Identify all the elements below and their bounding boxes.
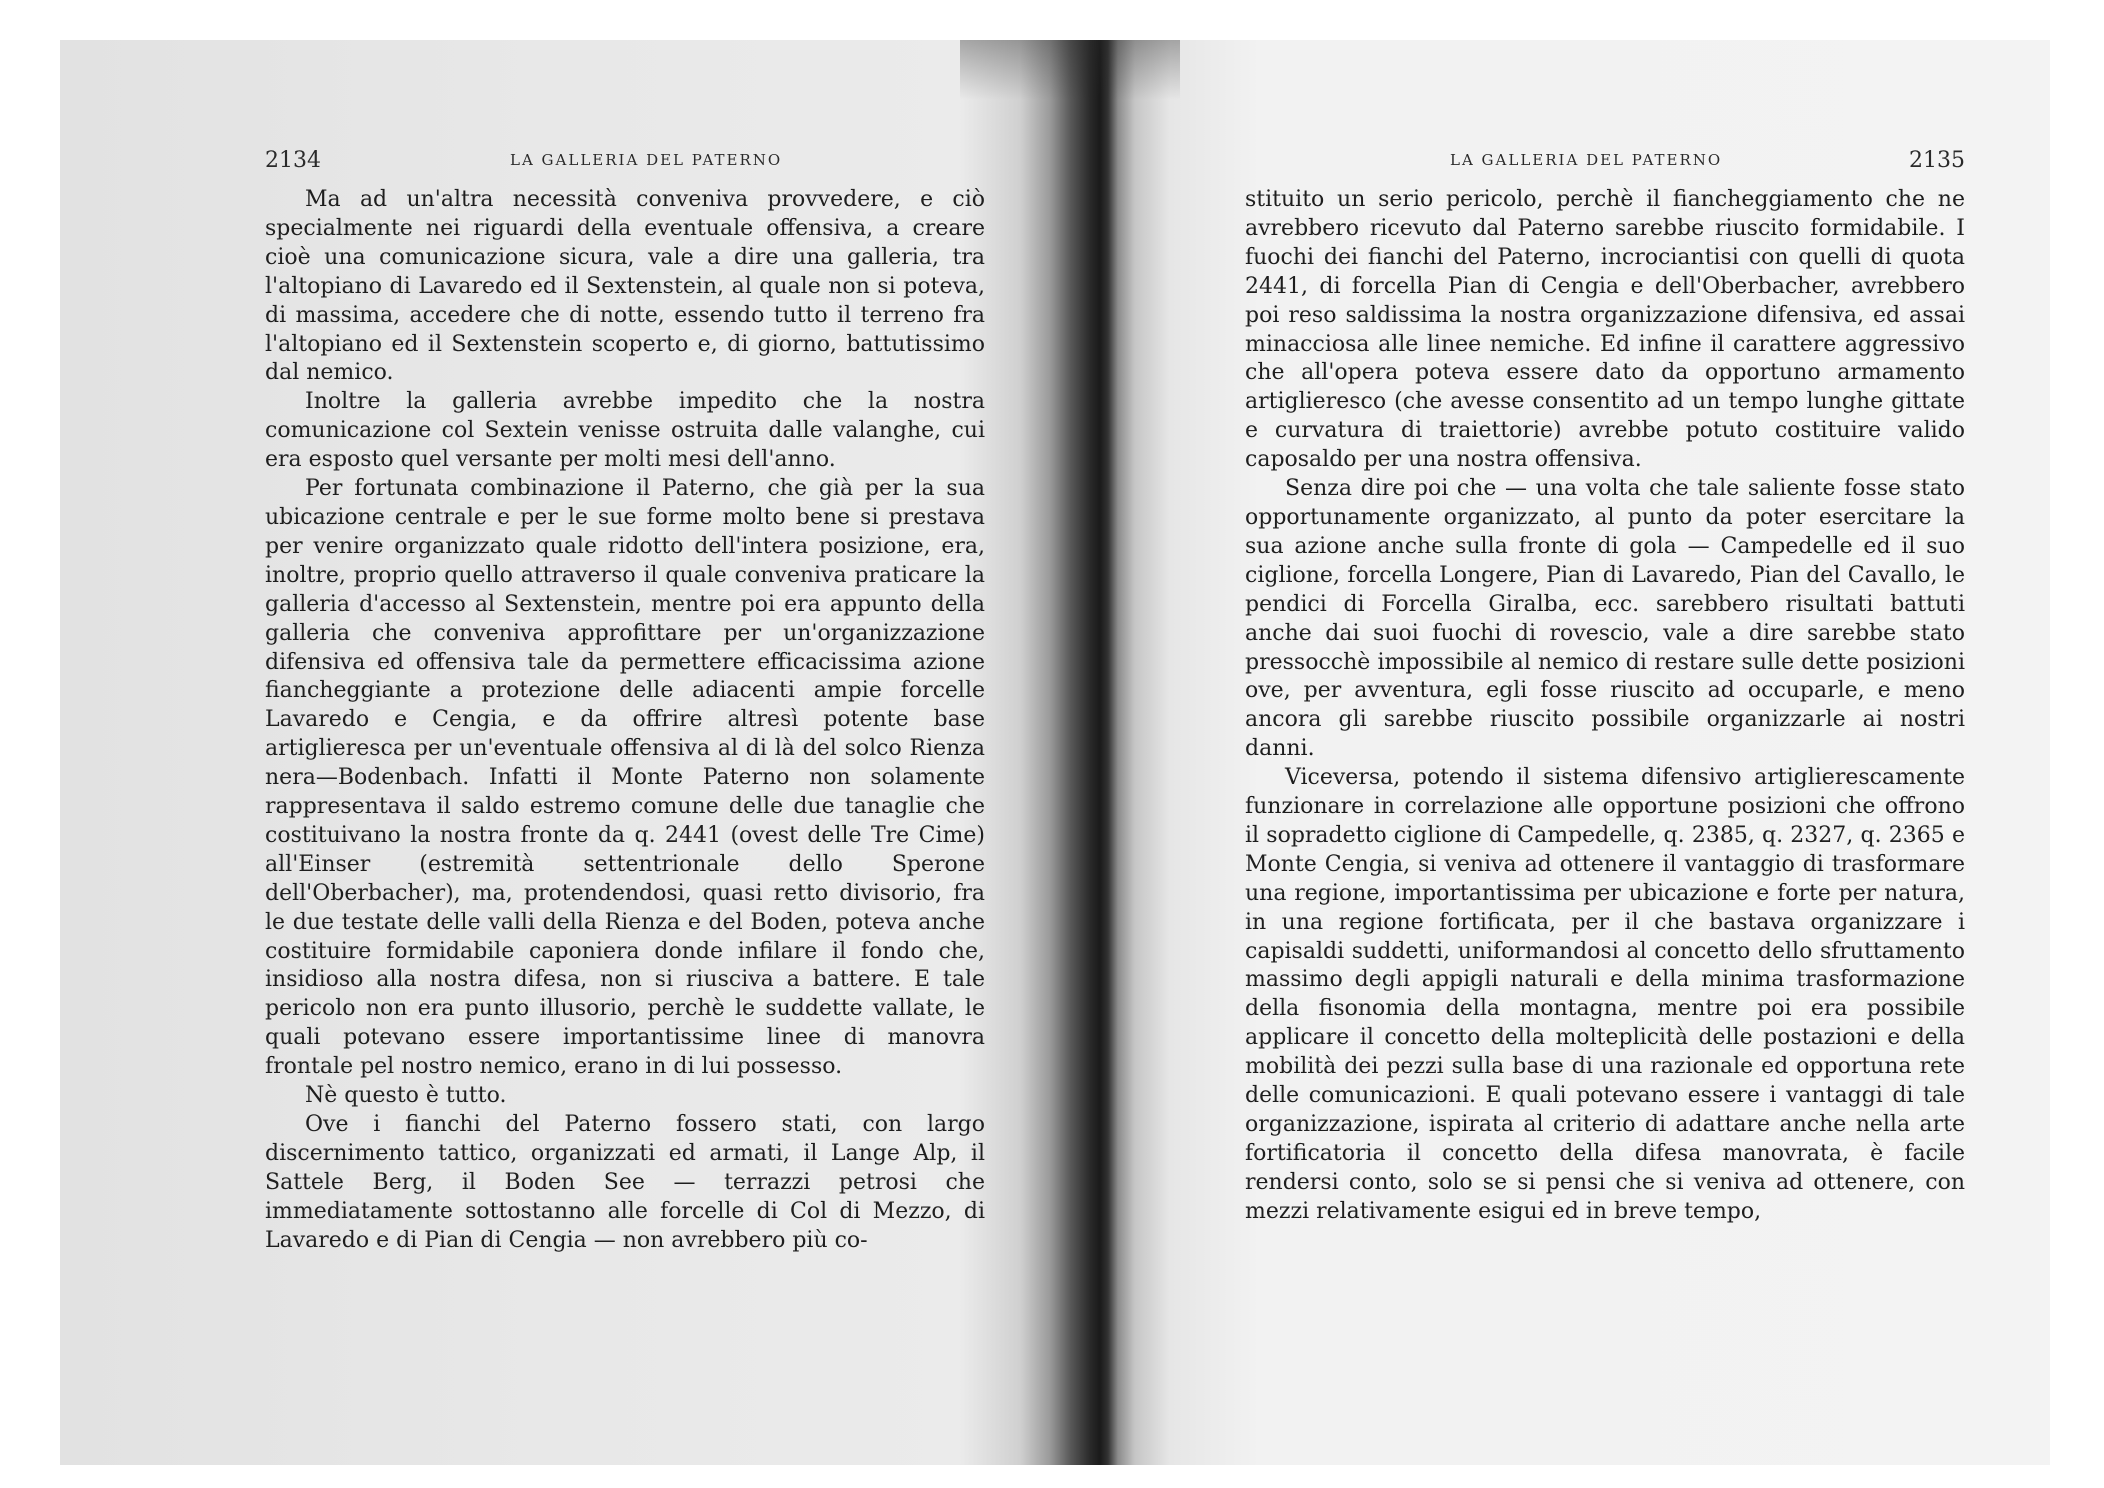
paragraph: Per fortunata combinazione il Paterno, che già per la sua ubicazione centrale e per le sue forme molto bene si prestava per venire organizzato quale ridotto dell'intera posizione, era, inoltre, proprio quello attraverso il quale conveniva praticare la galleria d'accesso al Sextenstein, mentre poi era appunto della galleria che conveniva approfittare per un'organizzazione difensiva ed offensiva tale da permettere efficacissima azione fiancheggiante a protezione delle adiacenti ampie forcelle Lavaredo e Cengia, e da offrire altresì potente base artiglieresca per un'eventuale offensiva al di là del solco Rienza nera—Bodenbach. Infatti il Monte Paterno non solamente rappresentava il saldo estremo comune delle due tanaglie che costituivano la nostra fronte da q. 2441 (ovest delle Tre Cime) all'Einser (estremità settentrionale dello Sperone dell'Oberbacher), ma, protendendosi, quasi retto divisorio, fra le due testate delle valli della Rienza e del Boden, poteva anche costituire formidabile caponiera donde infilare il fondo che, insidioso alla nostra difesa, non si riusciva a battere. E tale pericolo non era punto illusorio, perchè le suddette vallate, le quali potevano essere importantissime linee di manovra frontale pel nostro nemico, erano in di lui possesso. [265,476,985,1080]
paragraph: Inoltre la galleria avrebbe impedito che la nostra comunicazione col Sextein venisse ostruita dalle valanghe, cui era esposto quel versante per molti mesi dell'anno. [265,389,985,473]
paragraph: Viceversa, potendo il sistema difensivo artiglierescamente funzionare in correlazione alle opportune posizioni che offrono il sopradetto ciglione di Campedelle, q. 2385, q. 2327, q. 2365 e Monte Cengia, si veniva ad ottenere il vantaggio di trasformare una regione, importantissima per ubicazione e forte per natura, in una regione fortificata, per il che bastava organizzare i capisaldi suddetti, uniformandosi al concetto dello sfruttamento massimo degli appigli naturali e della minima trasformazione della fisonomia della montagna, mentre poi era possibile applicare il concetto della molteplicità delle postazioni e della mobilità dei pezzi sulla base di una razionale ed opportuna rete delle comunicazioni. E quali potevano essere i vantaggi di tale organizzazione, ispirata al criterio di adattare anche nella arte fortificatoria il concetto della difesa manovrata, è facile rendersi conto, solo se si pensi che si veniva ad ottenere, con mezzi relativamente esigui ed in breve tempo, [1245,765,1965,1224]
left-page-header [265,148,985,178]
left-running-title: LA GALLERIA DEL PATERNO [510,151,783,169]
paragraph: Ma ad un'altra necessità conveniva provvedere, e ciò specialmente nei riguardi della eventuale offensiva, a creare cioè una comunicazione sicura, vale a dire una galleria, tra l'altopiano di Lavaredo ed il Sextenstein, al quale non si poteva, di massima, accedere che di notte, essendo tutto il terreno fra l'altopiano ed il Sextenstein scoperto e, di giorno, battutissimo dal nemico. [265,187,985,386]
right-page-number: 2135 [1909,148,1965,173]
left-page-body [265,186,985,1256]
right-page [1120,40,2050,1465]
book-scan [60,40,2050,1465]
paragraph: Ove i fianchi del Paterno fossero stati, con largo discernimento tattico, organizzati ed armati, il Lange Alp, il Sattele Berg, il Boden See — terrazzi petrosi che immediatamente sottostanno alle forcelle di Col di Mezzo, di Lavaredo e di Pian di Cengia — non avrebbero più co- [265,1112,985,1253]
right-page-header [1250,148,1965,178]
left-page [60,40,1090,1465]
paragraph: stituito un serio pericolo, perchè il fiancheggiamento che ne avrebbero ricevuto dal Paterno sarebbe riuscito formidabile. I fuochi dei fianchi del Paterno, incrociantisi con quelli di quota 2441, di forcella Pian di Cengia e dell'Oberbacher, avrebbero poi reso saldissima la nostra organizzazione difensiva, ed assai minacciosa alle linee nemiche. Ed infine il carattere aggressivo che all'opera poteva essere dato da opportuno armamento artiglieresco (che avesse consentito ad un tempo lunghe gittate e curvatura di traiettorie) avrebbe potuto costituire valido caposaldo per una nostra offensiva. [1245,187,1965,473]
paragraph: Senza dire poi che — una volta che tale saliente fosse stato opportunamente organizzato, al punto da poter esercitare la sua azione anche sulla fronte di gola — Campedelle ed il suo ciglione, forcella Longere, Pian di Lavaredo, Pian del Cavallo, le pendici di Forcella Giralba, ecc. sarebbero risultati battuti anche dai suoi fuochi di rovescio, vale a dire sarebbe stato pressocchè impossibile al nemico di restare sulle dette posizioni ove, per avventura, egli fosse riuscito ad occuparle, e meno ancora gli sarebbe riuscito possibile organizzarle ai nostri danni. [1245,476,1965,762]
right-page-body [1245,186,1965,1227]
right-running-title: LA GALLERIA DEL PATERNO [1450,151,1723,169]
paragraph: Nè questo è tutto. [305,1083,507,1109]
left-page-number: 2134 [265,148,321,173]
